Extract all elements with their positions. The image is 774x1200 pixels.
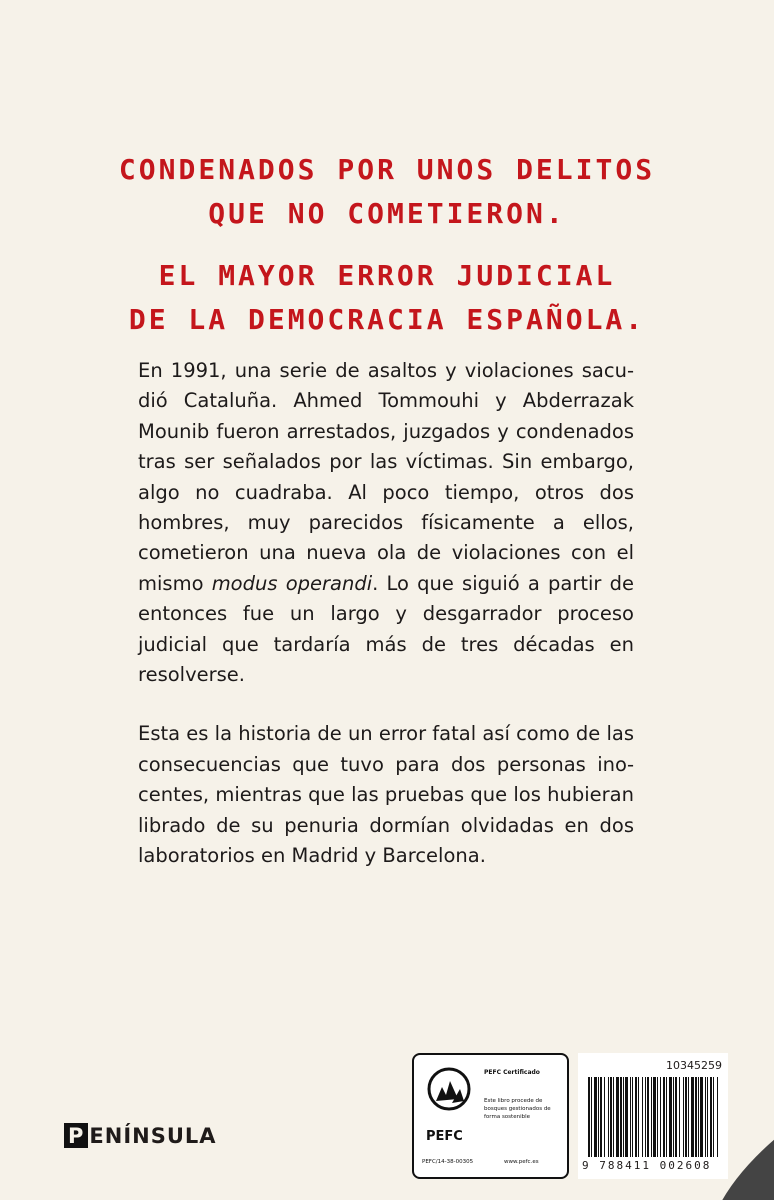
- headline: [0, 148, 774, 342]
- headline-gap: [0, 236, 774, 254]
- publisher-logo-initial: P: [64, 1123, 88, 1148]
- pefc-description: Este libro procede de bosques gestionados de forma sostenible: [484, 1098, 551, 1120]
- pefc-tree-icon: [426, 1067, 472, 1137]
- headline-line-1: CONDENADOS POR UNOS DELITOS: [118, 153, 656, 186]
- synopsis-paragraph-2: Esta es la historia de un error fatal así como de las consecuencias que tuvo para dos personas inocentes, mientras que las pruebas que los hubieran librado de su penuria dormían olvidadas en dos laboratorios en Madrid y Barcelona.: [138, 722, 634, 868]
- pefc-certification-box: [412, 1053, 569, 1179]
- headline-line-4: DE LA DEMOCRACIA ESPAÑOLA.: [128, 303, 646, 336]
- pefc-logo-label: PEFC: [426, 1129, 463, 1144]
- barcode-area: [578, 1053, 728, 1179]
- synopsis-p1-text-b: . Lo que siguió a partir de entonces fue un largo y desgarrador proceso judicial que tardaría más de tres décadas en resolverse.: [138, 571, 634, 687]
- headline-line-3: EL MAYOR ERROR JUDICIAL: [158, 259, 616, 292]
- publisher-logo-text: ENÍNSULA: [89, 1123, 217, 1148]
- synopsis-p1-italic: modus operandi: [211, 571, 373, 595]
- barcode-bars: [588, 1077, 720, 1159]
- pefc-code: PEFC/14-38-00305: [422, 1159, 474, 1165]
- synopsis: [138, 356, 634, 901]
- publisher-logo: [64, 1123, 217, 1148]
- barcode-reference-number: 10345259: [666, 1059, 722, 1072]
- headline-line-2: QUE NO COMETIERON.: [208, 197, 566, 230]
- pefc-certified-label: PEFC Certificado: [484, 1069, 540, 1076]
- pefc-website: www.pefc.es: [504, 1159, 539, 1165]
- barcode-isbn: 9 788411 002608: [582, 1159, 712, 1172]
- synopsis-paragraph-1: [138, 356, 634, 690]
- corner-shadow-decoration: [718, 1128, 774, 1200]
- synopsis-p1-text-a: En 1991, una serie de asaltos y violaciones sacudió Cataluña. Ahmed Tommouhi y Abderrazak Mounib fueron arrestados, juzgados y condenados tras ser señalados por las víctimas. Sin embargo, algo no cuadraba. Al poco tiempo, otros dos hombres, muy parecidos físicamente a ellos, cometieron una nueva ola de violaciones con el mismo: [138, 359, 634, 595]
